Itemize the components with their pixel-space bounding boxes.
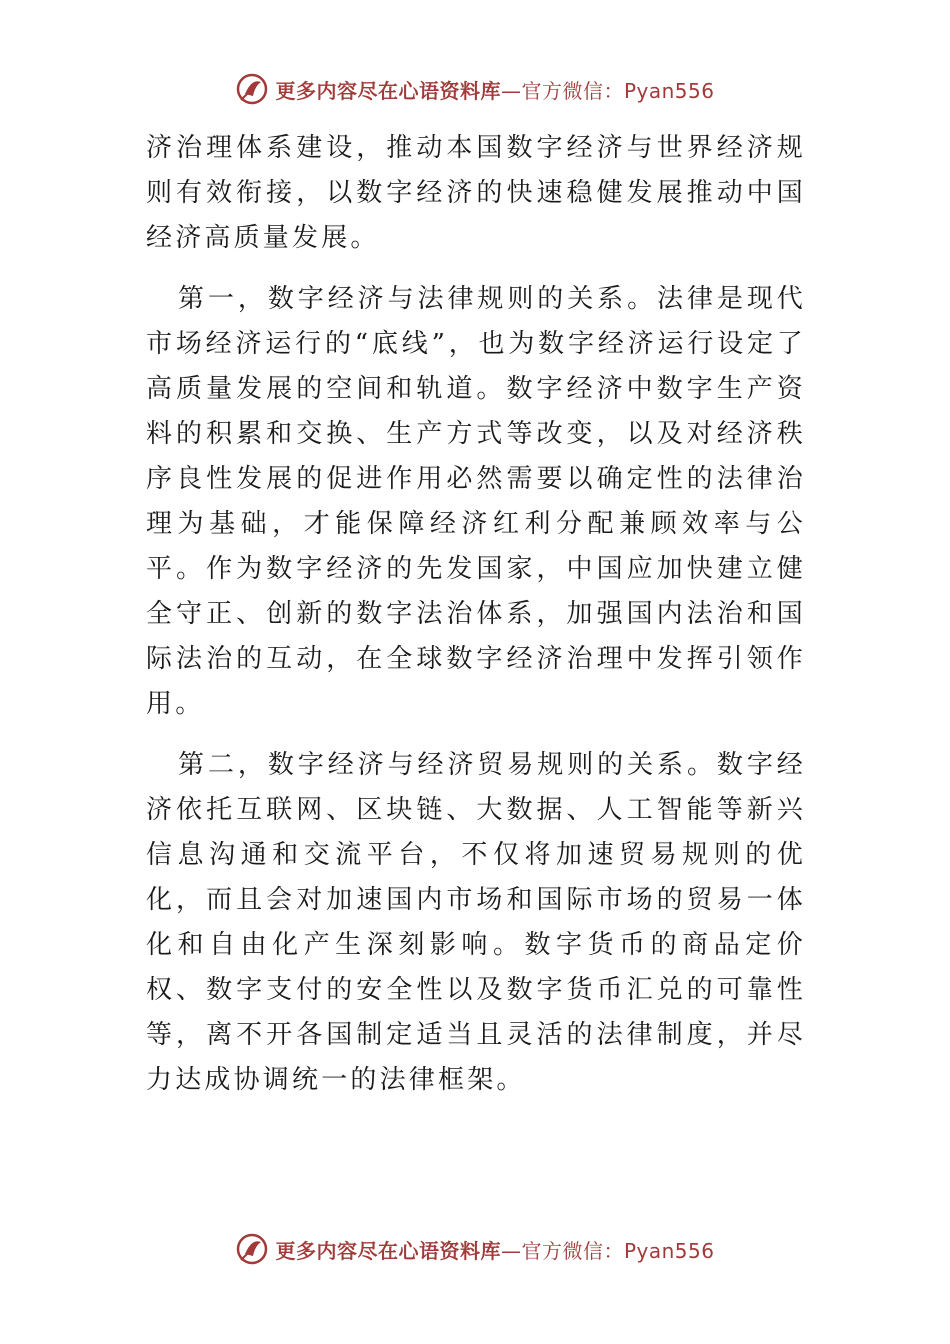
paragraph-first-point: 第一，数字经济与法律规则的关系。法律是现代市场经济运行的“底线”，也为数字经济运行设定了高质量发展的空间和轨道。数字经济中数字生产资料的积累和交换、生产方式等改变，以及对经济秩序良性发展的促进作用必然需要以确定性的法律治理为基础，才能保障经济红利分配兼顾效率与公平。作为数字经济的先发国家，中国应加快建立健全守正、创新的数字法治体系，加强国内法治和国际法治的互动，在全球数字经济治理中发挥引领作用。 xyxy=(146,284,806,719)
document-body xyxy=(146,126,806,1119)
paragraph-second-point: 第二，数字经济与经济贸易规则的关系。数字经济依托互联网、区块链、大数据、人工智能等新兴信息沟通和交流平台，不仅将加速贸易规则的优化，而且会对加速国内市场和国际市场的贸易一体化和自由化产生深刻影响。数字货币的商品定价权、数字支付的安全性以及数字货币汇兑的可靠性等，离不开各国制定适当且灵活的法律制度，并尽力达成协调统一的法律框架。 xyxy=(146,750,806,1095)
footer-banner xyxy=(0,1232,950,1266)
header-banner xyxy=(0,72,950,106)
footer-banner-sub: —官方微信：Pyan556 xyxy=(500,1238,715,1263)
header-banner-sub: —官方微信：Pyan556 xyxy=(500,78,715,103)
header-banner-main: 更多内容尽在心语资料库 xyxy=(275,78,501,103)
footer-banner-main: 更多内容尽在心语资料库 xyxy=(275,1238,501,1263)
paragraph-continuation: 济治理体系建设，推动本国数字经济与世界经济规则有效衔接，以数字经济的快速稳健发展推动中国经济高质量发展。 xyxy=(146,133,806,253)
logo-icon xyxy=(235,1232,269,1266)
logo-icon xyxy=(235,72,269,106)
